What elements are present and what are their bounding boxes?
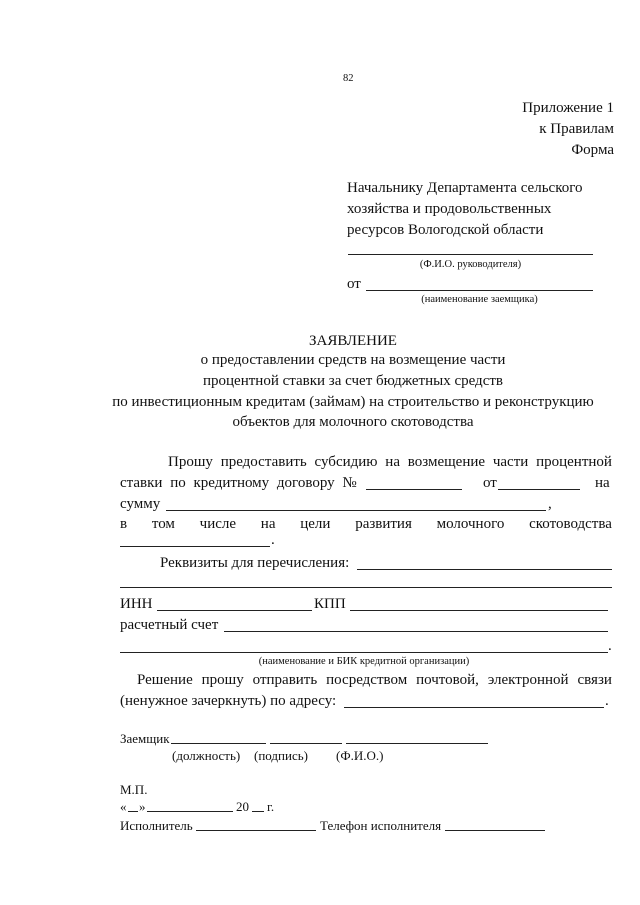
- full-name-caption: (Ф.И.О.): [336, 748, 384, 763]
- full-name-field[interactable]: [346, 743, 488, 744]
- appendix-line-2: к Правилам: [539, 121, 614, 137]
- date-day-field[interactable]: [128, 811, 138, 812]
- appendix-line-3: Форма: [571, 142, 614, 158]
- details-label: Реквизиты для перечисления:: [160, 555, 350, 571]
- inn-label: ИНН: [120, 596, 153, 612]
- date-year-field[interactable]: [252, 811, 264, 812]
- kpp-field[interactable]: [350, 610, 608, 611]
- address-field[interactable]: [344, 707, 604, 708]
- amount-field[interactable]: [166, 510, 546, 511]
- date-year-suffix: г.: [267, 799, 275, 814]
- position-field[interactable]: [171, 743, 266, 744]
- title-line-1: о предоставлении средств на возмещение части: [200, 352, 506, 368]
- amount-end: ,: [548, 496, 552, 512]
- phone-field[interactable]: [445, 830, 545, 831]
- bank-field[interactable]: [120, 652, 608, 653]
- head-name-caption: (Ф.И.О. руководителя): [419, 259, 522, 270]
- bank-end: .: [608, 638, 612, 654]
- date-quote-close: »: [139, 799, 146, 814]
- request-line-1: Прошу предоставить субсидию на возмещение части процентной: [168, 454, 612, 470]
- executor-label: Исполнитель: [120, 818, 193, 833]
- amount-label: сумму: [120, 496, 161, 512]
- executor-field[interactable]: [196, 830, 316, 831]
- request-line-4: в том числе на цели развития молочного скотоводства: [120, 516, 612, 532]
- contract-from-label: от: [483, 475, 497, 491]
- contract-date-field[interactable]: [498, 489, 580, 490]
- account-field[interactable]: [224, 631, 608, 632]
- purpose-end: .: [271, 532, 275, 548]
- position-caption: (должность): [172, 748, 241, 763]
- borrower-label: Заемщик: [120, 731, 170, 746]
- details-field[interactable]: [357, 569, 612, 570]
- address-end: .: [605, 693, 609, 709]
- contract-na-label: на: [595, 475, 610, 491]
- date-month-field[interactable]: [147, 811, 233, 812]
- from-label: от: [347, 276, 361, 292]
- inn-field[interactable]: [157, 610, 312, 611]
- head-name-line: [348, 254, 593, 255]
- account-label: расчетный счет: [120, 617, 219, 633]
- seal-label: М.П.: [120, 782, 148, 797]
- contract-label: ставки по кредитному договору №: [120, 475, 357, 491]
- signature-caption: (подпись): [254, 748, 308, 763]
- title-line-3: по инвестиционным кредитам (займам) на строительство и реконструкцию: [112, 394, 594, 410]
- contract-number-field[interactable]: [366, 489, 462, 490]
- decision-line-2: (ненужное зачеркнуть) по адресу:: [120, 693, 337, 709]
- document-heading: ЗАЯВЛЕНИЕ: [309, 333, 397, 349]
- addressee-line-1: Начальнику Департамента сельского: [347, 180, 583, 196]
- page-number: 82: [343, 73, 354, 84]
- borrower-name-caption: (наименование заемщика): [421, 294, 538, 305]
- borrower-name-line: [366, 290, 593, 291]
- decision-line-1: Решение прошу отправить посредством почтовой, электронной связи: [137, 672, 612, 688]
- appendix-line-1: Приложение 1: [522, 100, 614, 116]
- title-line-2: процентной ставки за счет бюджетных средств: [203, 373, 503, 389]
- kpp-label: КПП: [314, 596, 346, 612]
- purpose-field[interactable]: [120, 546, 270, 547]
- signature-field[interactable]: [270, 743, 342, 744]
- bank-caption: (наименование и БИК кредитной организации): [258, 656, 470, 667]
- phone-label: Телефон исполнителя: [320, 818, 442, 833]
- date-quote-open: «: [120, 799, 127, 814]
- title-line-4: объектов для молочного скотоводства: [232, 414, 474, 430]
- addressee-line-3: ресурсов Вологодской области: [347, 222, 544, 238]
- date-year-prefix: 20: [236, 799, 249, 814]
- addressee-line-2: хозяйства и продовольственных: [347, 201, 552, 217]
- details-field-line-2[interactable]: [120, 587, 612, 588]
